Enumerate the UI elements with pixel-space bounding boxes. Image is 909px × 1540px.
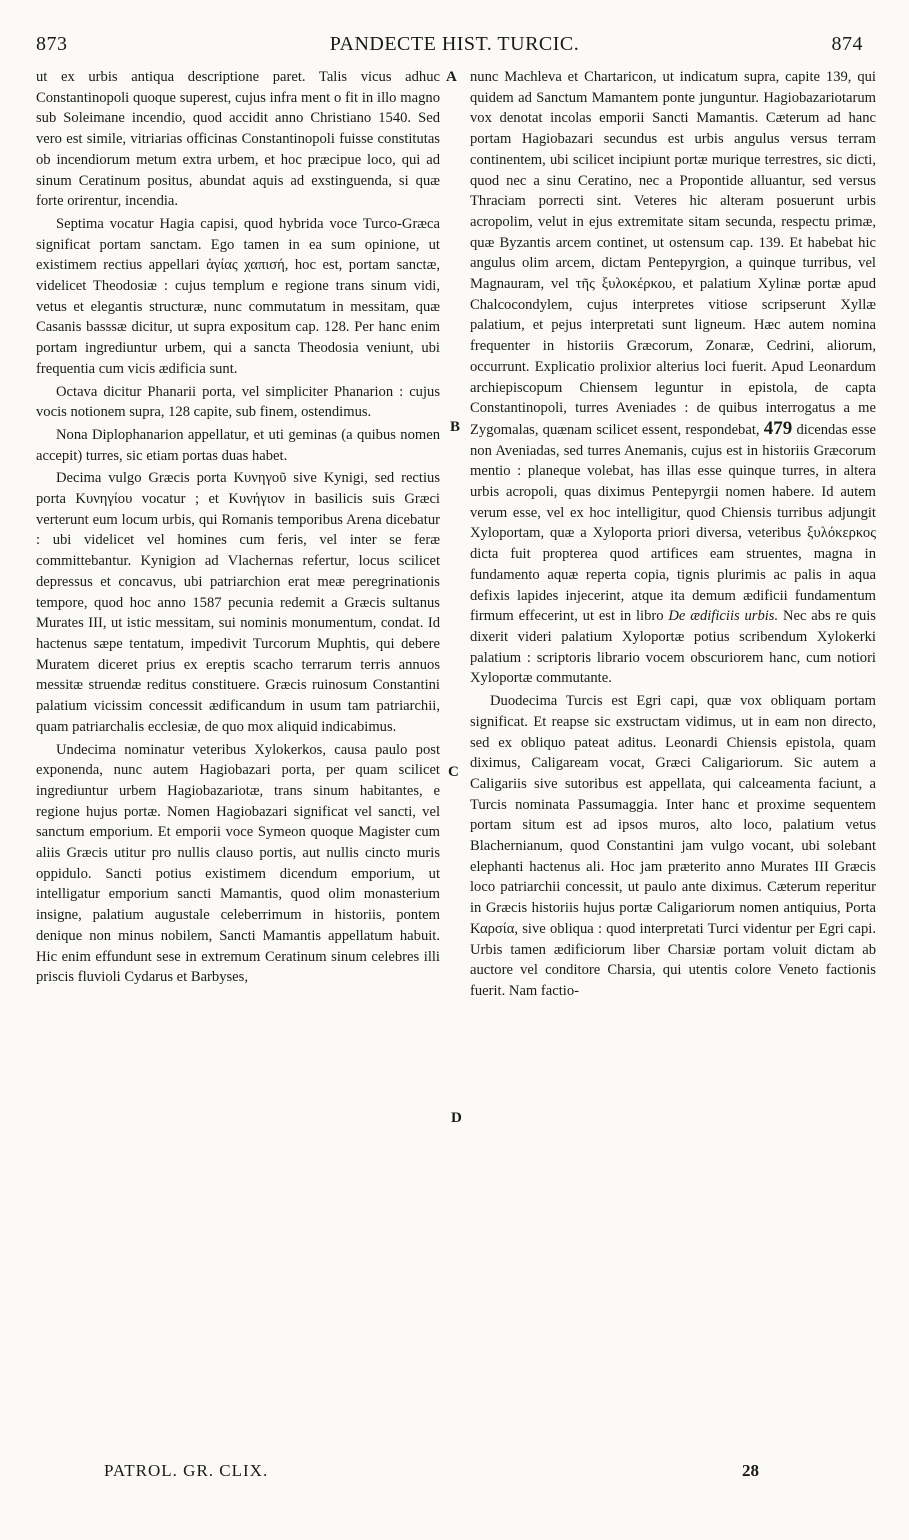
left-column <box>36 67 440 988</box>
paragraph <box>470 67 876 689</box>
paragraph: Decima vulgo Græcis porta Κυνηγοῦ sive Kynigi, sed rectius porta Κυνηγίου vocatur ; et Κυνήγιον in basilicis suis Græci verterunt eum locum urbis, qui Romanis temporibus Arena dicebatur : ubi videlicet vel homines cum feris, vel inter se feræ committebantur. Kynigion ad Vlachernas refertur, locus scilicet depressus et concavus, ubi patriarchion erat meæ peregrinationis tempore, quod hoc anno 1587 pecunia redemit a Græcis sultanus Murates III, ut istic messitam, sui nominis monumentum, condat. Id hactenus sæpe tentatum, impedivit Turcorum Muphtis, qui debere Muratem diceret prius ex ereptis scacho terrarum terris annuos messitæ struendæ reditus constituere. Græcis ruinosum Constantini palatium vicissim concessit ædificandum in usum tam patriarchii, quam patriarchalis ecclesiæ, de quo mox aliquid indicabimus. <box>36 470 440 735</box>
footer-signature: PATROL. GR. CLIX. <box>104 1461 269 1480</box>
paragraph-text: dicendas esse non Aveniadas, sed turres Anemanis, cujus est in historiis Græcorum mentio : planeque volebat, has illas esse quinque turres, in altera urbis acropoli, quas diximus Pentepyrgii nomen habere. Id autem verum esse, vel ex hoc intelligitur, quod Chiensis turribus adjungit Xyloportam, quæ a Xyloporta priori diversa, veteribus ξυλόκερκος dicta fuit propterea quod artifices eam struentes, magna in fundamento aquæ reperta copia, tignis plurimis ac palis in aqua defixis lapides injecerint, atque ita demum ædificii fundamentum firmum effecerint, ut est in libro <box>470 421 877 625</box>
page-header <box>0 33 909 63</box>
paragraph: ut ex urbis antiqua descriptione paret. Talis vicus adhuc Constantinopoli quoque superest, cujus infra ment o fit in illo magno sub Soleimane incendio, quod accidit anno Christiano 1540. Sed vero est simile, vitriarias officinas Constantinopoli fuisse constitutas ob incendiorum metum extra urbem, et hoc præcipue loco, qui ad sinum Ceratinum positus, abundat aquis ad exstinguenda, si quæ forte orirentur, incendia. <box>36 69 440 210</box>
paragraph: Undecima nominatur veteribus Xylokerkos, causa paulo post exponenda, nunc autem Hagiobazari porta, per quam scilicet ingrediuntur urbem Hagiobazariotæ, trans sinum habitantes, e regione hujus portæ. Nomen Hagiobazari significat vel sancti, vel sanctum emporium. Et emporii voce Symeon quoque Magister cum aliis Græcis utitur pro nullis clauso portis, aut nullis cincto muris oppidulo. Sancti potius existimem dicendum emporium, ut intelligatur emporium sancti Mamantis, quod olim monasterium insigne, palatium augustale celeberrimum in historiis, pontem denique non minus nobilem, Sancti Mamantis appellatum habuit. Hic enim effundunt sese in extremum Ceratinum sinum celebres illi priscis fluvioli Cydarus et Barbyses, <box>36 741 440 986</box>
footer-sheet-number: 28 <box>742 1461 759 1480</box>
book-title: De ædificiis urbis. <box>668 608 779 625</box>
margin-marker-c: C <box>448 764 459 780</box>
margin-marker-d: D <box>451 1110 462 1126</box>
paragraph: Octava dicitur Phanarii porta, vel simpliciter Phanarion : cujus vocis notionem supra, 128 capite, sub finem, ostendimus. <box>36 383 440 421</box>
margin-marker-a: A <box>446 69 457 85</box>
paragraph: Duodecima Turcis est Egri capi, quæ vox obliquam portam significat. Et reapse sic exstructam vidimus, ut in eam non directo, sed ex obliquo pateat aditus. Leonardi Chiensis epistola, quam diximus, Caligaream vocat, Græci Caligariorum. Sic autem a Caligariis sive sutoribus est appellata, qui calceamenta faciunt, a Turcis nominata Passumaggia. Inter hanc et proxime sequentem portam situm est ad ipsos muros, alto loco, palatium vetus Blachernianum, quod Constantini jam vulgo vocant, ubi solebant elephanti hactenus ali. Hoc jam præterito anno Murates III Græcis loco patriarchii concessit, ut paulo ante diximus. Cæterum reperitur in Græcis historiis hujus portæ Caligariorum nomen antiquius, Porta Καρσία, sive obliqua : quod interpretati Turci videntur per Egri capi. Urbis tamen ædificiorum liber Charsiæ portam voluit dictam ab auctore vel conditore Charsia, qui utentis colore Veneto factionis fuerit. Nam factio- <box>470 693 876 999</box>
paragraph: Septima vocatur Hagia capisi, quod hybrida voce Turco-Græca significat portam sanctam. Ego tamen in ea sum opinione, ut existimem rectius appellari ἁγίας χαπισή, hoc est, portam sanctæ, videlicet Theodosiæ : cujus templum e regione trans sinum vidi, vetus et elegantis structuræ, nunc commutatum in messitam, quæ Casanis basssæ dicitur, ut supra expositum cap. 128. Per hanc enim portam ingrediuntur urbem, qui a sancta Theodosia veniunt, ubi frequentia cum vicis ædificia sunt. <box>36 215 440 377</box>
right-column <box>470 67 876 1002</box>
running-title: PANDECTE HIST. TURCIC. <box>329 33 580 55</box>
paragraph: Nona Diplophanarion appellatur, et uti geminas (a quibus nomen accepit) turres, sic etiam portas duas habet. <box>36 426 440 464</box>
paragraph-text: Nec abs re quis dixerit videri palatium Xyloportæ potius scribendum Xylokerki palatium : scriptoris librario vocem obscuriorem hanc, cum notiori Xyloportæ commutante. <box>470 608 876 687</box>
page-number-left: 873 <box>36 33 68 55</box>
column-number: 479 <box>763 417 793 439</box>
margin-marker-b: B <box>450 419 461 435</box>
page-number-right: 874 <box>831 33 863 55</box>
paragraph-text: nunc Machleva et Chartaricon, ut indicatum supra, capite 139, qui quidem ad Sanctum Mamantem ponte junguntur. Hagiobazariotarum vox denotat incolas emporii Sancti Mamantis. Cæterum ad hanc portam Hagiobazari secundus est urbis angulus versus terram continentem, ubi scilicet incipiunt portæ murique terrestres, sic dicti, quod nec a sinu Ceratino, nec a Propontide alluantur, sed versus Thraciam porrecti sint. Veteres hic alteram posuerunt urbis acropolim, velut in ejus extremitate sitam secunda, respectu primæ, quæ Byzantis arcem continet, ut ostensum cap. 139. Et habebat hic angulus olim arcem, dictam Pentepyrgion, a quinque turribus, vel Magnauram, vel τῆς ξυλοκέρκου, et palatium Xylinæ portæ apud Chalcocondylem, cujus interpretes vitiose scripserunt Xyllæ palatium, et pejus interpretati sunt ligneum. Hæc autem nomina frequenter in historiis Græcorum, Zonaræ, Cedrini, aliorum, occurrunt. Explicatio prolixior alterius loci fuerit. Apud Leonardum archiepiscopum Chiensem leguntur in epistola, de capta Constantinopoli, turres Aveniades : de quibus interrogatus a me Zygomalas, quænam scilicet essent, respondebat, <box>470 69 876 438</box>
